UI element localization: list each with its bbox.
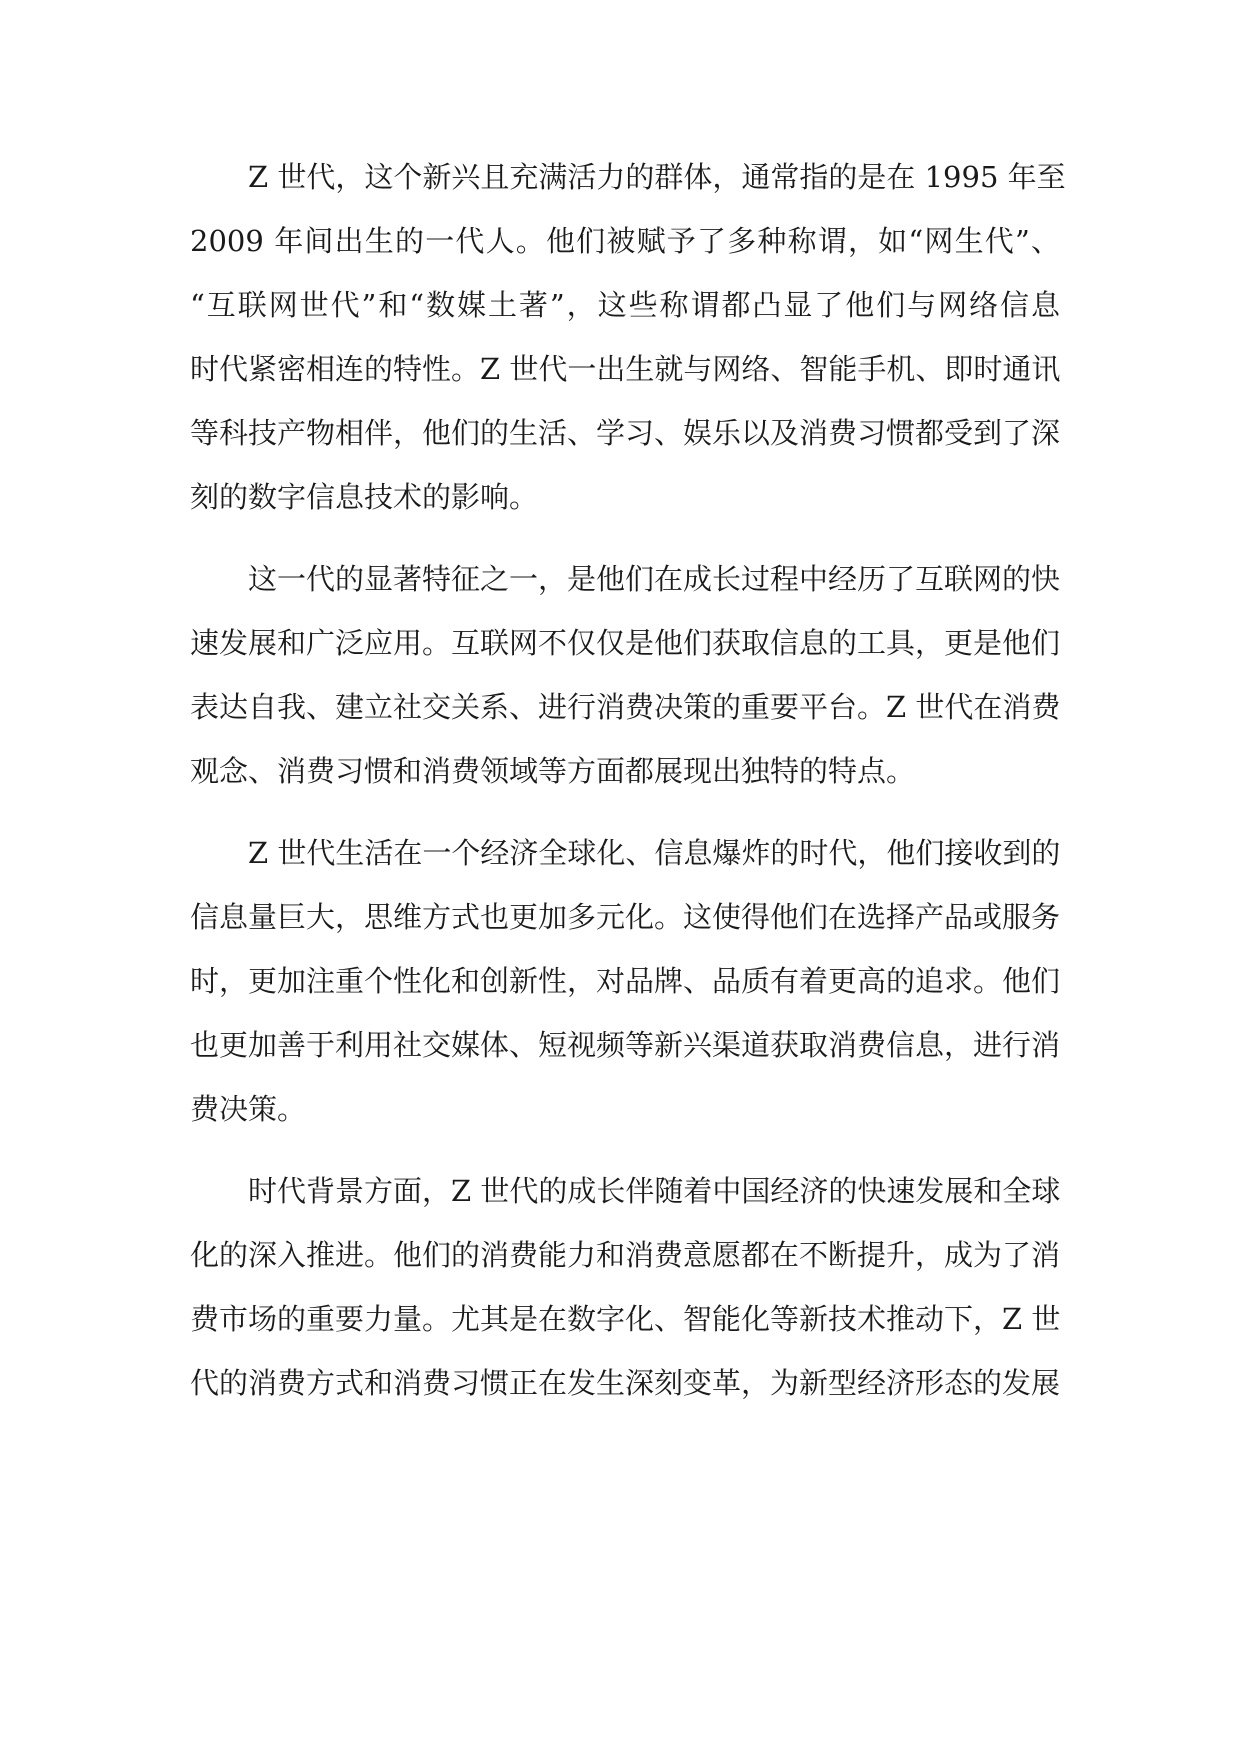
- text-line: 也更加善于利用社交媒体、短视频等新兴渠道获取消费信息，进行消: [190, 1028, 1061, 1062]
- text-line: 时代背景方面，Z 世代的成长伴随着中国经济的快速发展和全球: [248, 1174, 1061, 1208]
- text-line: 化的深入推进。他们的消费能力和消费意愿都在不断提升，成为了消: [190, 1238, 1061, 1272]
- text-line: 速发展和广泛应用。互联网不仅仅是他们获取信息的工具，更是他们: [190, 626, 1061, 660]
- text-line: Z 世代，这个新兴且充满活力的群体，通常指的是在 1995 年至: [248, 160, 1066, 194]
- text-line: 时，更加注重个性化和创新性，对品牌、品质有着更高的追求。他们: [190, 964, 1061, 998]
- text-line: 这一代的显著特征之一，是他们在成长过程中经历了互联网的快: [248, 562, 1061, 596]
- paragraph-4: [190, 1159, 1060, 1415]
- text-line: 信息量巨大，思维方式也更加多元化。这使得他们在选择产品或服务: [190, 900, 1061, 934]
- text-line: “互联网世代”和“数媒土著”，这些称谓都凸显了他们与网络信息: [190, 288, 1060, 322]
- text-line: Z 世代生活在一个经济全球化、信息爆炸的时代，他们接收到的: [248, 836, 1061, 870]
- text-line: 时代紧密相连的特性。Z 世代一出生就与网络、智能手机、即时通讯: [190, 352, 1061, 386]
- text-line: 观念、消费习惯和消费领域等方面都展现出独特的特点。: [190, 754, 916, 788]
- text-line: 费市场的重要力量。尤其是在数字化、智能化等新技术推动下，Z 世: [190, 1302, 1061, 1336]
- text-line: 2009 年间出生的一代人。他们被赋予了多种称谓，如“网生代”、: [190, 224, 1060, 258]
- text-line: 费决策。: [190, 1092, 307, 1126]
- text-line: 表达自我、建立社交关系、进行消费决策的重要平台。Z 世代在消费: [190, 690, 1061, 724]
- paragraph-2: [190, 547, 1060, 803]
- paragraph-1: [190, 145, 1066, 529]
- document-body: [190, 145, 1066, 1415]
- text-line: 等科技产物相伴，他们的生活、学习、娱乐以及消费习惯都受到了深: [190, 416, 1061, 450]
- text-line: 刻的数字信息技术的影响。: [190, 480, 539, 514]
- text-line: 代的消费方式和消费习惯正在发生深刻变革，为新型经济形态的发展: [190, 1366, 1061, 1400]
- paragraph-3: [190, 821, 1060, 1141]
